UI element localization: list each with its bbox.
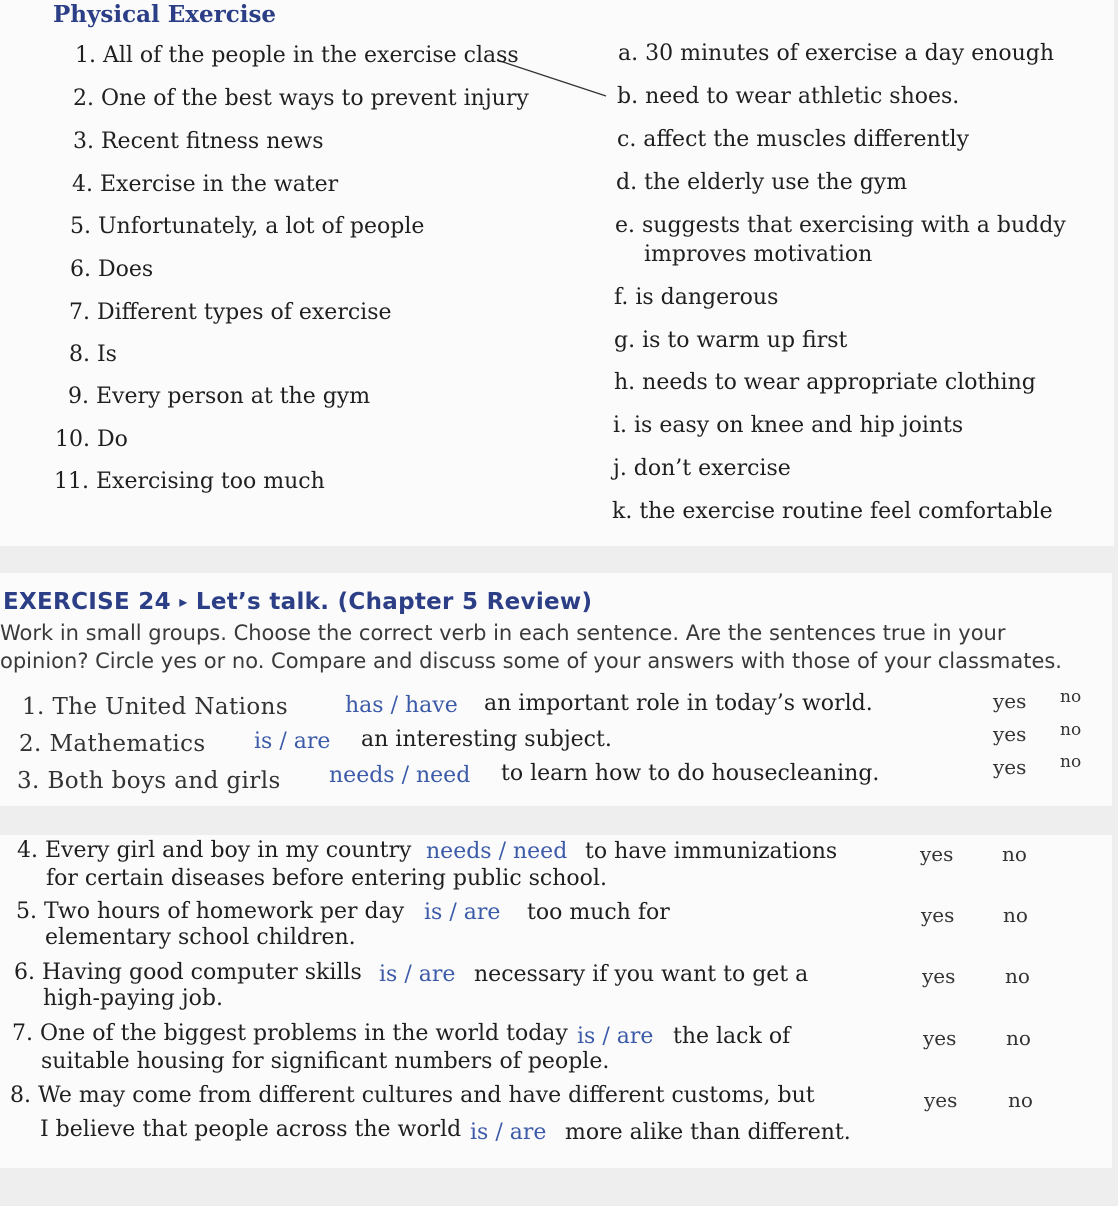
item-1: [22, 694, 288, 720]
left-item-8: 8. Is: [69, 342, 117, 367]
right-item-b: b. need to wear athletic shoes.: [617, 84, 960, 109]
item-8-yes[interactable]: yes: [924, 1088, 958, 1112]
item-5-choice[interactable]: is / are: [424, 900, 501, 925]
item-5-no[interactable]: no: [1003, 903, 1028, 927]
item-1-yes[interactable]: yes: [993, 689, 1027, 713]
item-4-line2: for certain diseases before entering public school.: [46, 866, 607, 891]
right-item-g: g. is to warm up first: [614, 328, 848, 353]
left-item-7: 7. Different types of exercise: [69, 300, 392, 325]
item-7-choice[interactable]: is / are: [577, 1024, 654, 1049]
item-2-choice[interactable]: is / are: [254, 729, 331, 754]
item-text: One of the biggest problems in the world today: [40, 1021, 568, 1046]
left-item-5: 5. Unfortunately, a lot of people: [70, 214, 425, 239]
right-item-a: a. 30 minutes of exercise a day enough: [618, 41, 1055, 66]
item-3-rest: to learn how to do housecleaning.: [501, 761, 880, 786]
item-3-no[interactable]: no: [1060, 752, 1082, 772]
right-item-h: h. needs to wear appropriate clothing: [614, 370, 1036, 395]
item-text: Both boys and girls: [47, 768, 281, 794]
item-6-rest: necessary if you want to get a: [474, 962, 809, 987]
item-4-choice[interactable]: needs / need: [426, 839, 568, 864]
item-number: 2.: [19, 731, 42, 757]
item-text: Two hours of homework per day: [44, 899, 405, 924]
section-title: Physical Exercise: [53, 1, 277, 28]
item-4-yes[interactable]: yes: [920, 842, 954, 866]
item-5-yes[interactable]: yes: [921, 903, 955, 927]
left-item-2: 2. One of the best ways to prevent injury: [73, 86, 529, 111]
item-7-no[interactable]: no: [1006, 1026, 1031, 1050]
left-item-10: 10. Do: [55, 427, 128, 452]
item-3: [17, 768, 281, 794]
item-number: 6.: [14, 960, 35, 985]
item-8-no[interactable]: no: [1008, 1088, 1033, 1112]
item-5-rest: too much for: [527, 900, 670, 925]
item-number: 8.: [10, 1083, 31, 1108]
item-1-no[interactable]: no: [1060, 687, 1082, 707]
item-8-line2: I believe that people across the world: [40, 1117, 462, 1142]
item-6-choice[interactable]: is / are: [379, 962, 456, 987]
left-item-9: 9. Every person at the gym: [68, 384, 371, 409]
item-4-no[interactable]: no: [1002, 842, 1027, 866]
item-text: The United Nations: [52, 694, 289, 720]
item-text: Mathematics: [49, 731, 206, 757]
item-number: 3.: [17, 768, 40, 794]
item-3-yes[interactable]: yes: [993, 755, 1027, 779]
left-item-1: 1. All of the people in the exercise class: [75, 43, 519, 68]
exercise-number: EXERCISE 24: [3, 589, 171, 615]
item-text: Every girl and boy in my country: [45, 838, 412, 863]
heading-arrow-icon: ▸: [179, 592, 188, 611]
left-item-6: 6. Does: [70, 257, 154, 282]
left-item-3: 3. Recent fitness news: [73, 129, 324, 154]
right-item-d: d. the elderly use the gym: [616, 170, 908, 195]
item-2-yes[interactable]: yes: [993, 722, 1027, 746]
item-6-line2: high-paying job.: [43, 986, 223, 1011]
right-item-k: k. the exercise routine feel comfortable: [612, 499, 1053, 524]
item-5-line2: elementary school children.: [45, 925, 356, 950]
item-8-choice[interactable]: is / are: [470, 1120, 547, 1145]
item-number: 1.: [22, 694, 45, 720]
item-1-rest: an important role in today’s world.: [484, 691, 873, 716]
item-3-choice[interactable]: needs / need: [329, 763, 471, 788]
item-number: 4.: [17, 838, 38, 863]
instruction-line-2: opinion? Circle yes or no. Compare and discuss some of your answers with those of your classmates.: [0, 649, 1062, 673]
item-4-rest: to have immunizations: [585, 839, 838, 864]
item-6-yes[interactable]: yes: [922, 964, 956, 988]
item-text: We may come from different cultures and have different customs, but: [38, 1083, 815, 1108]
right-item-e-cont: improves motivation: [644, 242, 873, 267]
right-item-j: j. don’t exercise: [613, 456, 791, 481]
item-8: [10, 1083, 815, 1109]
item-number: 7.: [12, 1021, 33, 1046]
item-text: Having good computer skills: [42, 960, 362, 985]
right-item-e: e. suggests that exercising with a buddy: [615, 213, 1066, 238]
exercise-title: Let’s talk.: [195, 589, 330, 615]
item-7-line2: suitable housing for significant numbers of people.: [41, 1049, 610, 1074]
item-5: [16, 899, 404, 925]
item-6: [14, 960, 362, 986]
right-item-i: i. is easy on knee and hip joints: [613, 413, 964, 438]
left-item-4: 4. Exercise in the water: [72, 172, 339, 197]
item-4: [17, 838, 411, 864]
item-1-choice[interactable]: has / have: [345, 693, 458, 718]
item-2-no[interactable]: no: [1060, 720, 1082, 740]
exercise-subtitle: (Chapter 5 Review): [337, 589, 593, 615]
instruction-line-1: Work in small groups. Choose the correct verb in each sentence. Are the sentences true in your: [0, 621, 1006, 645]
item-7: [12, 1021, 568, 1047]
left-item-11: 11. Exercising too much: [54, 469, 325, 494]
item-6-no[interactable]: no: [1005, 964, 1030, 988]
item-7-rest: the lack of: [673, 1024, 791, 1049]
item-8-rest: more alike than different.: [565, 1120, 851, 1145]
item-2: [19, 731, 206, 757]
item-7-yes[interactable]: yes: [923, 1026, 957, 1050]
item-number: 5.: [16, 899, 37, 924]
exercise-heading: [3, 589, 592, 615]
item-2-rest: an interesting subject.: [361, 727, 612, 752]
right-item-f: f. is dangerous: [614, 285, 779, 310]
right-item-c: c. affect the muscles differently: [617, 127, 970, 152]
